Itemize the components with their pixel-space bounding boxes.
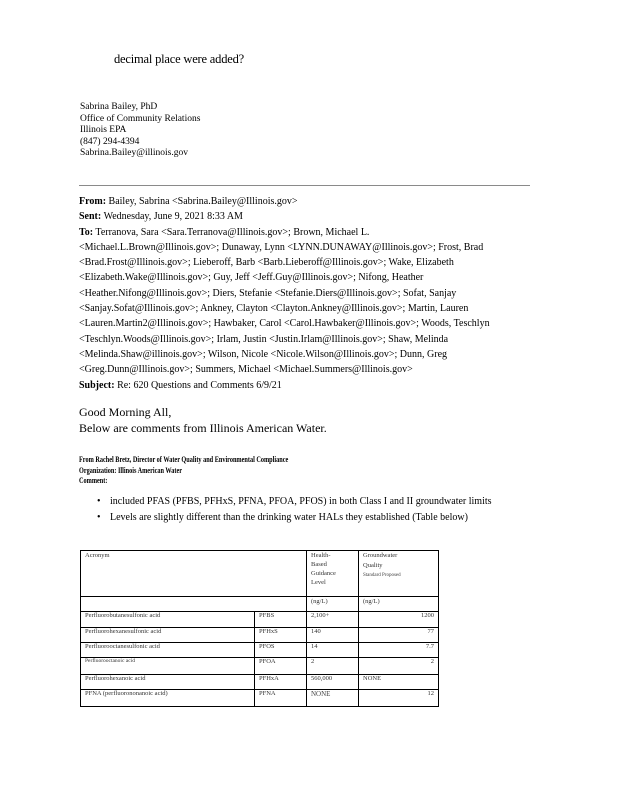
subject-value: Re: 620 Questions and Comments 6/9/21 bbox=[117, 379, 282, 391]
to-line: <Melinda.Shaw@illinois.gov>; Wilson, Nicole <Nicole.Wilson@Illinois.gov>; Dunn, Greg bbox=[79, 348, 448, 360]
bullet-item bbox=[93, 510, 492, 526]
header-acronym: Acronym bbox=[81, 551, 307, 597]
to-line: <Greg.Dunn@Illinois.gov>; Summers, Michael <Michael.Summers@Illinois.gov> bbox=[79, 364, 413, 376]
top-fragment: decimal place were added? bbox=[114, 52, 244, 66]
gwqs-value: 77 bbox=[359, 628, 439, 643]
subject-label: Subject: bbox=[79, 379, 115, 391]
chemical-name: Perfluorohexanoic acid bbox=[81, 675, 255, 690]
chemical-acronym: PFHxS bbox=[255, 628, 307, 643]
gwqs-value: 12 bbox=[359, 690, 439, 707]
bullet-item bbox=[93, 494, 492, 510]
signature-agency: Illinois EPA bbox=[80, 125, 127, 136]
hbgl-value: 2,100+ bbox=[307, 612, 359, 628]
commenter-organization: Organization: Illinois American Water bbox=[79, 465, 183, 475]
chemical-name: Perfluorooctanoic acid bbox=[81, 658, 255, 675]
table-row bbox=[81, 658, 439, 675]
header-health-based: Health- Based Guidance Level bbox=[307, 551, 359, 597]
bullet-text: Levels are slightly different than the drinking water HALs they established (Table below) bbox=[110, 511, 468, 523]
signature-office: Office of Community Relations bbox=[80, 113, 201, 124]
table-row bbox=[81, 690, 439, 707]
commenter-from: From Rachel Bretz, Director of Water Quality and Environmental Compliance bbox=[79, 455, 289, 464]
chemical-acronym: PFOS bbox=[255, 643, 307, 658]
chemical-acronym: PFNA bbox=[255, 690, 307, 707]
divider bbox=[79, 185, 530, 186]
to-line: <Sanjay.Sofat@Illinois.gov>; Ankney, Clayton <Clayton.Ankney@Illinois.gov>; Martin, Lauren bbox=[79, 303, 469, 315]
chemical-name: Perfluorohexanesulfonic acid bbox=[81, 628, 255, 643]
hbgl-value: 14 bbox=[307, 643, 359, 658]
unit-hbgl: (ng/L) bbox=[307, 597, 359, 612]
sent-value: Wednesday, June 9, 2021 8:33 AM bbox=[103, 211, 243, 223]
table-unit-row bbox=[81, 597, 439, 612]
chemical-acronym: PFBS bbox=[255, 612, 307, 628]
to-line: <Michael.L.Brown@Illinois.gov>; Dunaway, Lynn <LYNN.DUNAWAY@Illinois.gov>; Frost, Brad bbox=[79, 241, 484, 253]
gwqs-value: 7.7 bbox=[359, 643, 439, 658]
email-body bbox=[79, 404, 327, 436]
bullet-text: included PFAS (PFBS, PFHxS, PFNA, PFOA, PFOS) in both Class I and II groundwater limits bbox=[110, 496, 492, 507]
bullet-icon: • bbox=[97, 511, 101, 523]
to-line: <Elizabeth.Wake@Illinois.gov>; Guy, Jeff <Jeff.Guy@Illinois.gov>; Nifong, Heather bbox=[79, 272, 424, 284]
signature-block bbox=[80, 102, 200, 160]
gwqs-value: 2 bbox=[359, 658, 439, 675]
table-row bbox=[81, 612, 439, 628]
table-header-row bbox=[81, 551, 439, 597]
chemical-name: Perfluorobutanesulfonic acid bbox=[81, 612, 255, 628]
comment-label: Comment: bbox=[79, 476, 108, 486]
commenter-info bbox=[79, 455, 288, 487]
from-label: From: bbox=[79, 196, 107, 207]
to-line: <Teschlyn.Woods@Illinois.gov>; Irlam, Justin <Justin.Irlam@Illinois.gov>; Shaw, Melinda bbox=[79, 333, 449, 345]
hbgl-value: 560,000 bbox=[307, 675, 359, 690]
hbgl-value: 140 bbox=[307, 628, 359, 643]
bullet-icon: • bbox=[97, 496, 101, 507]
greeting: Good Morning All, bbox=[79, 405, 172, 419]
to-line: <Heather.Nifong@Illinois.gov>; Diers, Stefanie <Stefanie.Diers@Illinois.gov>; Sofat, Sanjay bbox=[79, 287, 457, 299]
sent-label: Sent: bbox=[79, 211, 102, 223]
to-line: Terranova, Sara <Sara.Terranova@Illinois.gov>; Brown, Michael L. bbox=[95, 226, 370, 238]
email-header bbox=[79, 194, 537, 393]
chemical-acronym: PFOA bbox=[255, 658, 307, 675]
pfas-table bbox=[80, 550, 439, 707]
to-label: To: bbox=[79, 226, 94, 238]
signature-phone: (847) 294-4394 bbox=[80, 136, 140, 147]
header-groundwater-quality: Groundwater Quality Standard Proposed bbox=[359, 551, 439, 597]
hbgl-value: NONE bbox=[307, 690, 359, 707]
signature-email[interactable]: Sabrina.Bailey@illinois.gov bbox=[80, 148, 188, 159]
to-line: <Lauren.Martin2@Illinois.gov>; Hawbaker, Carol <Carol.Hawbaker@Illinois.gov>; Woods, Teschlyn bbox=[79, 318, 490, 330]
intro-line: Below are comments from Illinois American Water. bbox=[79, 421, 327, 435]
table-row bbox=[81, 628, 439, 643]
table-row bbox=[81, 643, 439, 658]
gwqs-value: NONE bbox=[359, 675, 439, 690]
signature-name: Sabrina Bailey, PhD bbox=[80, 102, 158, 112]
bullet-list bbox=[93, 494, 492, 525]
chemical-name: PFNA (perfluorononanoic acid) bbox=[81, 690, 255, 707]
hbgl-value: 2 bbox=[307, 658, 359, 675]
to-line: <Brad.Frost@Illinois.gov>; Lieberoff, Barb <Barb.Lieberoff@Illinois.gov>; Wake, Elizabeth bbox=[79, 257, 454, 269]
from-value: Bailey, Sabrina <Sabrina.Bailey@Illinois.gov> bbox=[108, 196, 298, 207]
unit-gwqs: (ng/L) bbox=[359, 597, 439, 612]
gwqs-value: 1200 bbox=[359, 612, 439, 628]
chemical-acronym: PFHxA bbox=[255, 675, 307, 690]
table-row bbox=[81, 675, 439, 690]
chemical-name: Perfluorooctanesulfonic acid bbox=[81, 643, 255, 658]
